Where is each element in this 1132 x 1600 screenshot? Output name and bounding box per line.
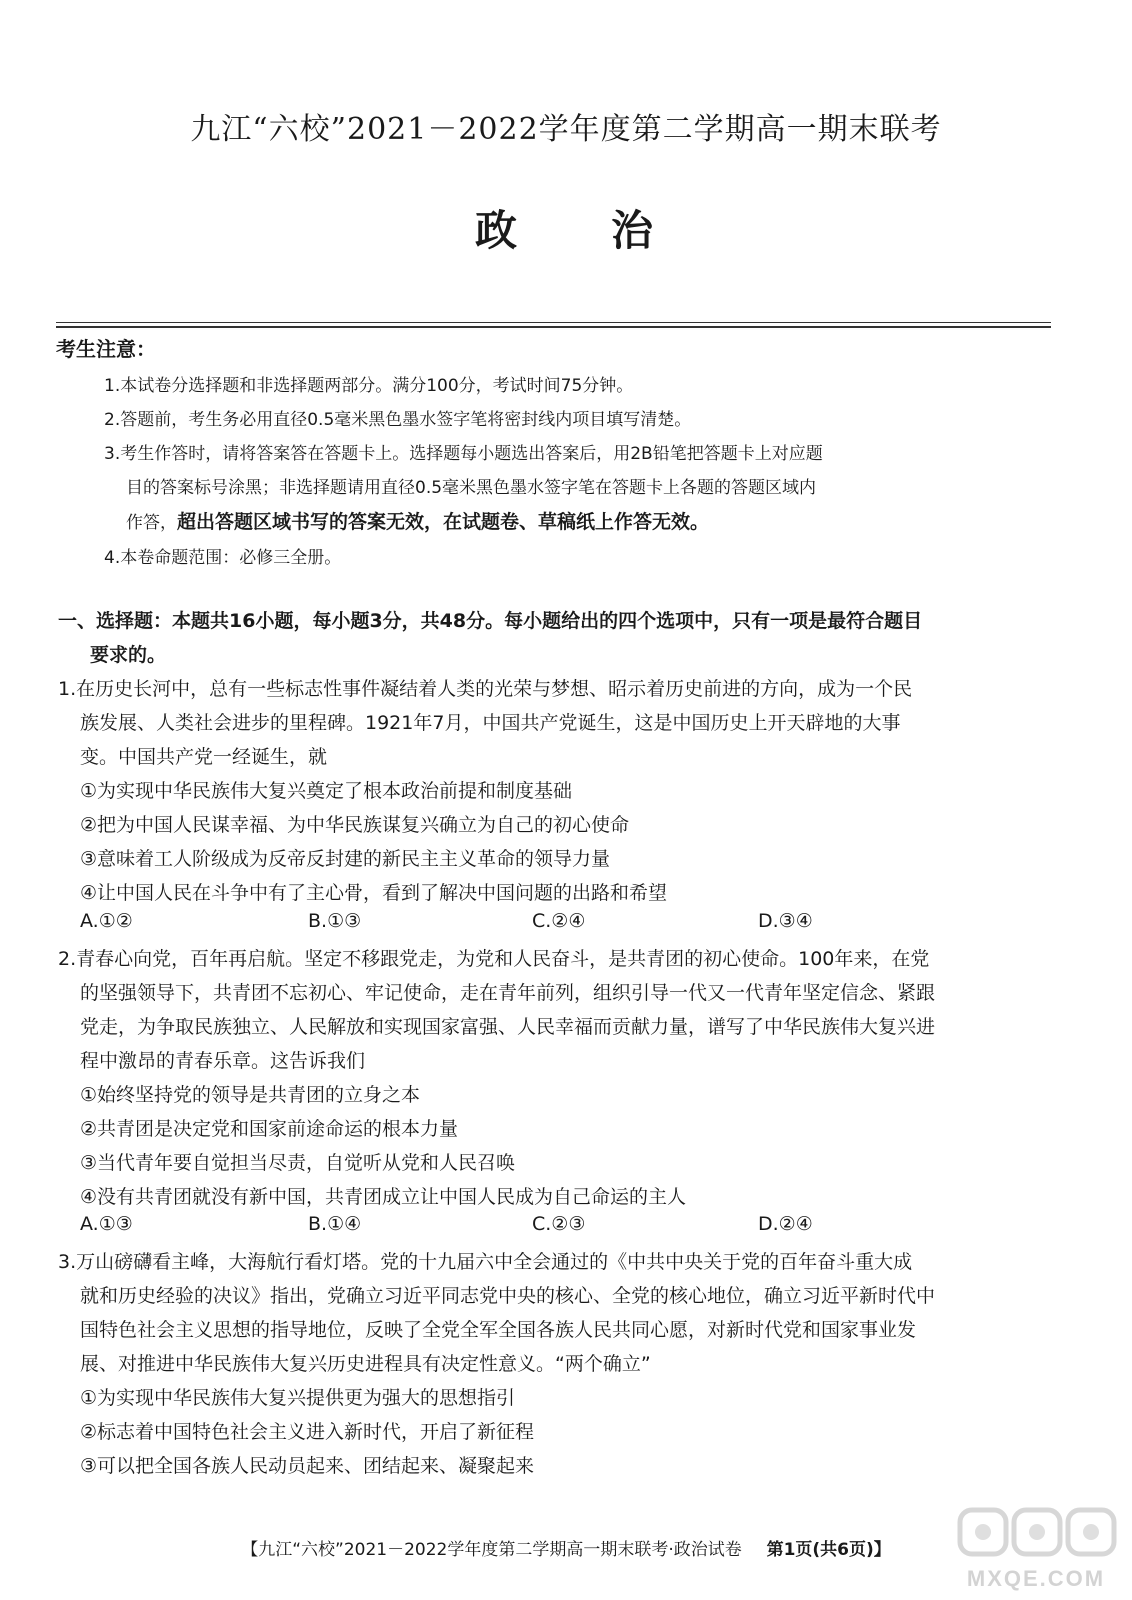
q1-option-3: ③意味着工人阶级成为反帝反封建的新民主主义革命的领导力量 <box>80 848 611 870</box>
q2-choice-d: D.②④ <box>758 1213 813 1235</box>
notice-item-2: 2.答题前，考生务必用直径0.5毫米黑色墨水签字笔将密封线内项目填写清楚。 <box>104 410 692 430</box>
subject-char-1: 政 <box>474 206 521 255</box>
q2-choice-c: C.②③ <box>532 1213 586 1235</box>
q2-option-3: ③当代青年要自觉担当尽责，自觉听从党和人民召唤 <box>80 1152 516 1174</box>
q1-choice-b: B.①③ <box>308 910 362 932</box>
q2-choice-a: A.①③ <box>80 1213 133 1235</box>
q2-stem-line-1: 2.青春心向党，百年再启航。坚定不移跟党走，为党和人民奋斗，是共青团的初心使命。100年来，在党 <box>58 948 930 970</box>
q2-choice-b: B.①④ <box>308 1213 362 1235</box>
q1-stem-line-2: 族发展、人类社会进步的里程碑。1921年7月，中国共产党诞生，这是中国历史上开天辟地的大事 <box>80 712 901 734</box>
subject-title <box>0 198 1132 258</box>
notice-item-4: 4.本卷命题范围：必修三全册。 <box>104 548 342 568</box>
q1-option-1: ①为实现中华民族伟大复兴奠定了根本政治前提和制度基础 <box>80 780 573 802</box>
notice-item-3-cont: 目的答案标号涂黑；非选择题请用直径0.5毫米黑色墨水签字笔在答题卡上各题的答题区域内 <box>126 478 817 498</box>
notice-heading: 考生注意： <box>56 337 156 361</box>
divider-thin <box>56 322 1051 323</box>
q3-option-2: ②标志着中国特色社会主义进入新时代，开启了新征程 <box>80 1421 535 1443</box>
notice-item-3-bold: 超出答题区域书写的答案无效，在试题卷、草稿纸上作答无效。 <box>177 511 710 533</box>
exam-title: 九江“六校”2021－2022学年度第二学期高一期末联考 <box>190 112 942 147</box>
q1-option-2: ②把为中国人民谋幸福、为中华民族谋复兴确立为自己的初心使命 <box>80 814 630 836</box>
q2-option-4: ④没有共青团就没有新中国，共青团成立让中国人民成为自己命运的主人 <box>80 1186 687 1208</box>
notice-item-3-end <box>126 507 709 534</box>
q2-stem-line-2: 的坚强领导下，共青团不忘初心、牢记使命，走在青年前列，组织引导一代又一代青年坚定信念、紧跟 <box>80 982 936 1004</box>
q3-stem-line-2: 就和历史经验的决议》指出，党确立习近平同志党中央的核心、全党的核心地位，确立习近平新时代中 <box>80 1285 936 1307</box>
section-heading-cont: 要求的。 <box>90 644 167 666</box>
notice-item-3: 3.考生作答时，请将答案答在答题卡上。选择题每小题选出答案后，用2B铅笔把答题卡上对应题 <box>104 444 823 464</box>
q2-stem-line-4: 程中激昂的青春乐章。这告诉我们 <box>80 1050 366 1072</box>
section-heading: 一、选择题：本题共16小题，每小题3分，共48分。每小题给出的四个选项中，只有一项是最符合题目 <box>58 610 923 632</box>
q1-choice-c: C.②④ <box>532 910 586 932</box>
q2-option-2: ②共青团是决定党和国家前途命运的根本力量 <box>80 1118 459 1140</box>
q1-stem-line-3: 变。中国共产党一经诞生，就 <box>80 746 328 768</box>
q3-option-1: ①为实现中华民族伟大复兴提供更为强大的思想指引 <box>80 1387 516 1409</box>
subject-char-2: 治 <box>611 206 658 255</box>
watermark-text: MXQE.COM <box>966 1566 1106 1591</box>
q2-option-1: ①始终坚持党的领导是共青团的立身之本 <box>80 1084 421 1106</box>
divider-thick <box>56 326 1051 328</box>
notice-item-3-prefix: 作答， <box>126 513 177 533</box>
q1-option-4: ④让中国人民在斗争中有了主心骨，看到了解决中国问题的出路和希望 <box>80 882 668 904</box>
watermark-logo <box>946 1502 1126 1594</box>
q3-stem-line-1: 3.万山磅礴看主峰，大海航行看灯塔。党的十九届六中全会通过的《中共中央关于党的百年奋斗重大成 <box>58 1251 913 1273</box>
q2-stem-line-3: 党走，为争取民族独立、人民解放和实现国家富强、人民幸福而贡献力量，谱写了中华民族伟大复兴进 <box>80 1016 936 1038</box>
footer-page-number: 第1页(共6页)】 <box>766 1540 891 1560</box>
notice-item-1: 1.本试卷分选择题和非选择题两部分。满分100分，考试时间75分钟。 <box>104 376 634 396</box>
q1-stem-line-1: 1.在历史长河中，总有一些标志性事件凝结着人类的光荣与梦想、昭示着历史前进的方向，成为一个民 <box>58 678 913 700</box>
q1-choice-a: A.①② <box>80 910 133 932</box>
q3-option-3: ③可以把全国各族人民动员起来、团结起来、凝聚起来 <box>80 1455 535 1477</box>
footer-exam-name: 【九江“六校”2021－2022学年度第二学期高一期末联考·政治试卷 <box>241 1540 742 1560</box>
q3-stem-line-4: 展、对推进中华民族伟大复兴历史进程具有决定性意义。“两个确立” <box>80 1353 651 1375</box>
q1-choice-d: D.③④ <box>758 910 813 932</box>
q3-stem-line-3: 国特色社会主义思想的指导地位，反映了全党全军全国各族人民共同心愿，对新时代党和国家事业发 <box>80 1319 917 1341</box>
